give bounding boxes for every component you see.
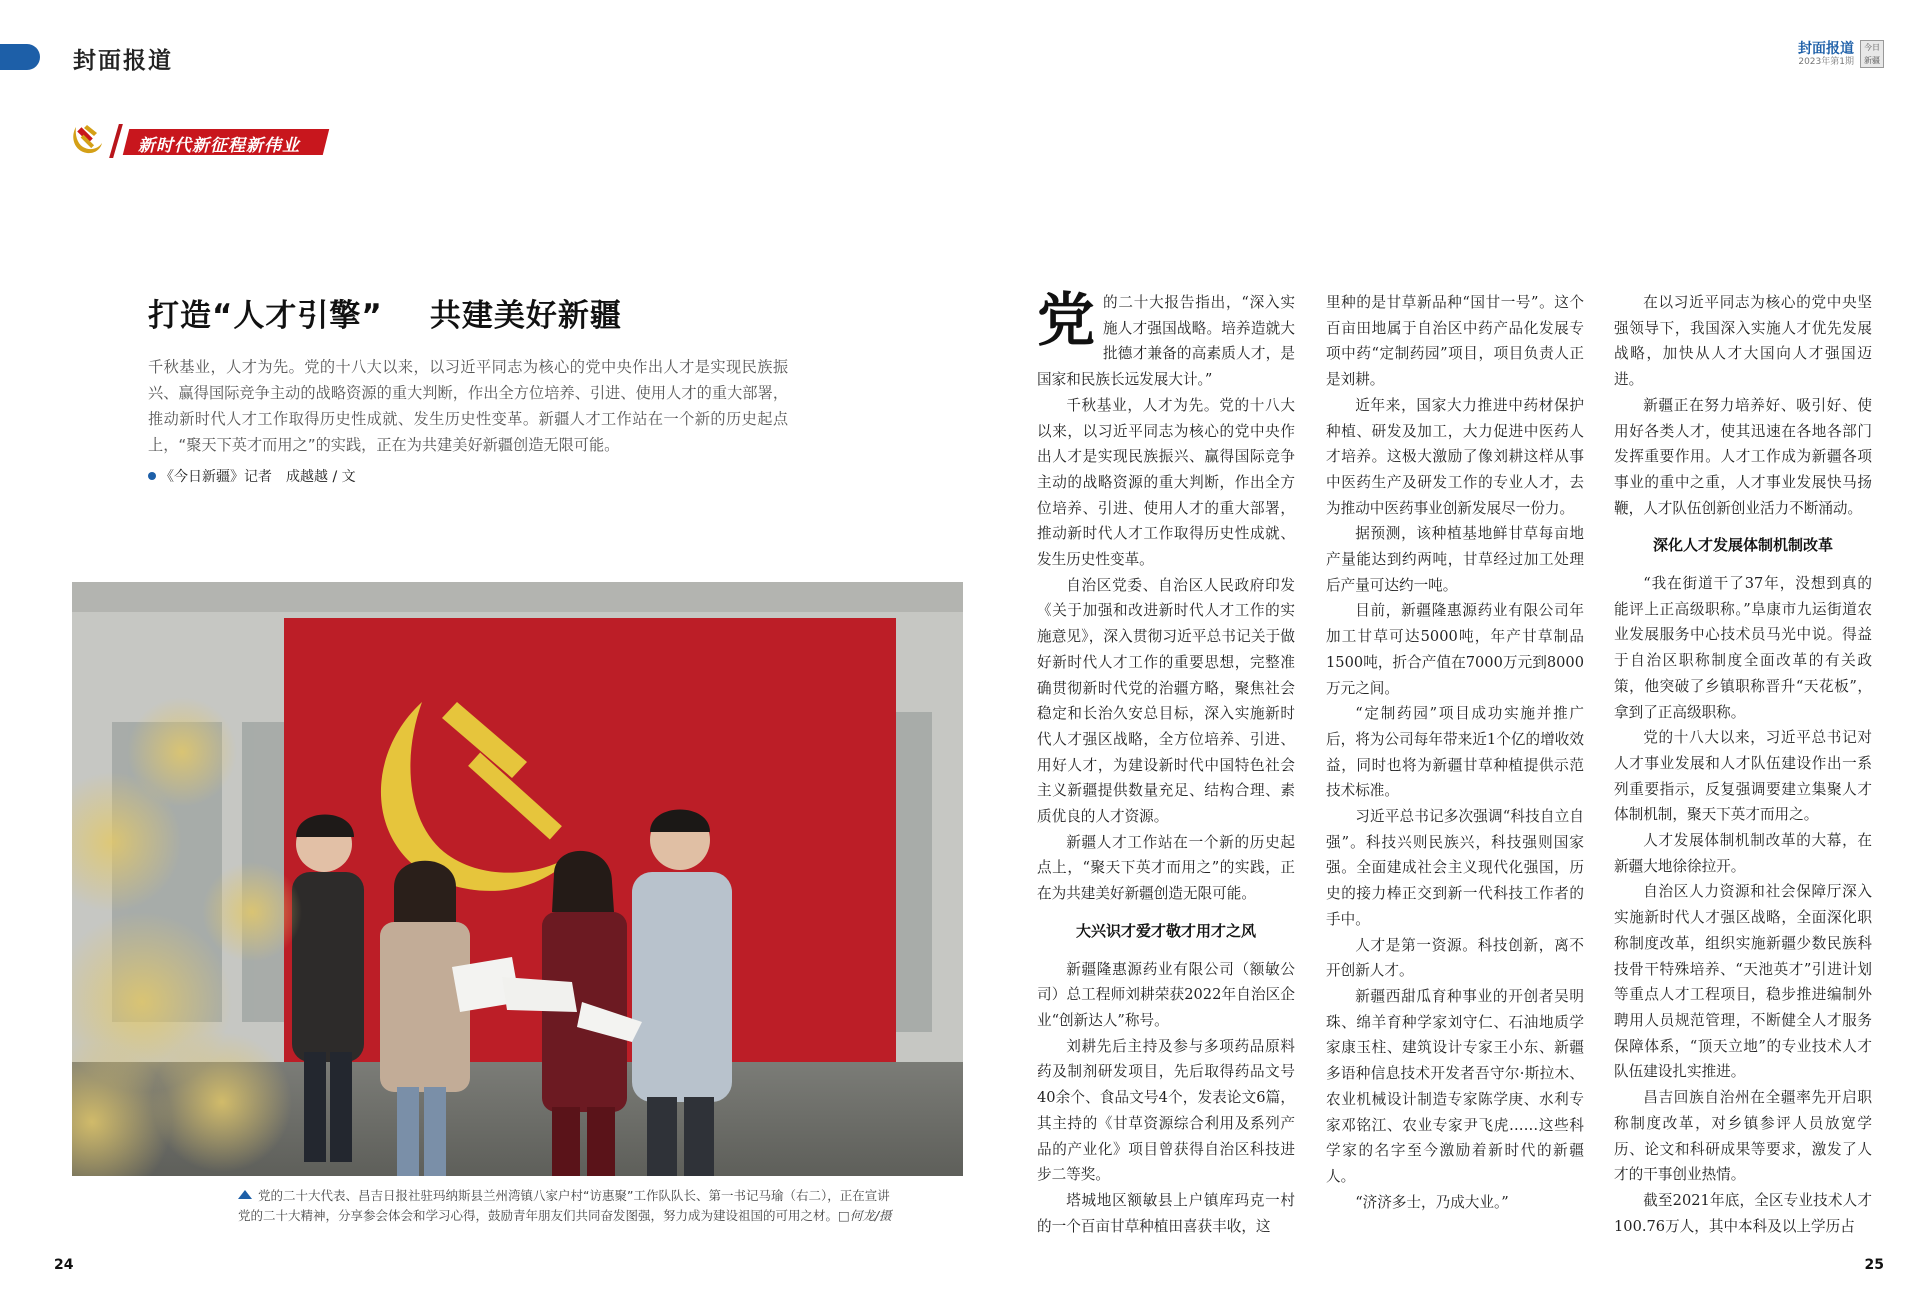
article-photo (72, 582, 963, 1176)
section-tab-marker (0, 44, 40, 70)
magazine-section-label: 封面报道 (1798, 40, 1854, 57)
photo-credit: □何龙/摄 (838, 1208, 892, 1223)
banner-divider (109, 124, 123, 158)
drop-cap: 党 (1037, 286, 1096, 354)
magazine-masthead (1798, 40, 1884, 68)
paragraph: 在以习近平同志为核心的党中央坚强领导下，我国深入实施人才优先发展战略，加快从人才大国向人才强国迈进。 (1614, 294, 1872, 389)
party-emblem-icon (70, 121, 104, 157)
paragraph: 人才发展体制机制改革的大幕，在新疆大地徐徐拉开。 (1614, 832, 1872, 875)
article-intro: 千秋基业，人才为先。党的十八大以来，以习近平同志为核心的党中央作出人才是实现民族振兴、赢得国际竞争主动的战略资源的重大判断，作出全方位培养、引进、使用人才的重大部署，推动新时代人才工作取得历史性成就、发生历史性变革。新疆人才工作站在一个新的历史起点上，“聚天下英才而用之”的实践，正在为共建美好新疆创造无限可能。 (148, 358, 788, 454)
photo-caption (238, 1186, 898, 1226)
paragraph: 近年来，国家大力推进中药材保护种植、研发及加工，大力促进中医药人才培养。这极大激励了像刘耕这样从事中医药生产及研发工作的专业人才，去为推动中医药事业创新发展尽一份力。 (1326, 396, 1584, 517)
text-column-1 (1037, 286, 1295, 1239)
magazine-logo (1860, 40, 1884, 68)
paragraph: 新疆隆惠源药业有限公司（额敏公司）总工程师刘耕荣获2022年自治区企业“创新达人”称号。 (1037, 960, 1295, 1029)
caption-marker-icon (238, 1190, 252, 1199)
logo-line-1: 今日 (1864, 43, 1880, 52)
paragraph: 人才是第一资源。科技创新，离不开创新人才。 (1326, 936, 1584, 980)
paragraph: 自治区人力资源和社会保障厅深入实施新时代人才强区战略，全面深化职称制度改革，组织实施新疆少数民族科技骨干特殊培养、“天池英才”引进计划等重点人才工程项目，稳步推进编制外聘用人员规范管理，不断健全人才服务保障体系，“顶天立地”的专业技术人才队伍建设扎实推进。 (1614, 883, 1872, 1081)
page-number-left: 24 (54, 1257, 74, 1273)
paragraph-text: 的二十大报告指出，“深入实施人才强国战略。培养造就大批德才兼备的高素质人才，是国家和民族长远发展大计。” (1037, 294, 1295, 389)
paragraph: “我在街道干了37年，没想到真的能评上正高级职称。”阜康市九运街道农业发展服务中心技术员马光中说。得益于自治区职称制度全面改革的有关政策，他突破了乡镇职称晋升“天花板”，拿到了正高级职称。 (1614, 575, 1872, 721)
byline (148, 466, 356, 486)
paragraph: 自治区党委、自治区人民政府印发《关于加强和改进新时代人才工作的实施意见》，深入贯彻习近平总书记关于做好新时代人才工作的重要思想，完整准确贯彻新时代党的治疆方略，聚焦社会稳定和长治久安总目标，深入实施新时代人才强区战略，全方位培养、引进、用好人才，为建设新时代中国特色社会主义新疆提供数量充足、结构合理、素质优良的人才资源。 (1037, 576, 1295, 826)
article-title: 打造“人才引擎” 共建美好新疆 (148, 298, 622, 334)
caption-text: 党的二十大代表、昌吉日报社驻玛纳斯县兰州湾镇八家户村“访惠聚”工作队队长、第一书记马瑜（右二），正在宣讲党的二十大精神，分享参会体会和学习心得，鼓励青年朋友们共同奋发图强，努力成为建设祖国的可用之材。 (238, 1188, 890, 1223)
subheading: 深化人才发展体制机制改革 (1652, 536, 1833, 555)
paragraph: 千秋基业，人才为先。党的十八大以来，以习近平同志为核心的党中央作出人才是实现民族振兴、赢得国际竞争主动的战略资源的重大判断，作出全方位培养、引进、使用人才的重大部署，推动新时代人才工作取得历史性成就、发生历史性变革。 (1037, 396, 1295, 569)
paragraph: 刘耕先后主持及参与多项药品原料药及制剂研发项目，先后取得药品文号40余个、食品文号4个，发表论文6篇，其主持的《甘草资源综合利用及系列产品的产业化》项目曾获得自治区科技进步二等奖。 (1037, 1037, 1295, 1184)
paragraph: 新疆正在努力培养好、吸引好、使用好各类人才，使其迅速在各地各部门发挥重要作用。人才工作成为新疆各项事业的重中之重，人才事业发展快马扬鞭，人才队伍创新创业活力不断涌动。 (1614, 396, 1872, 517)
paragraph: 党的十八大以来，习近平总书记对人才事业发展和人才队伍建设作出一系列重要指示，反复强调要建立集聚人才体制机制，聚天下英才而用之。 (1614, 729, 1872, 824)
byline-text: 《今日新疆》记者 成越越 / 文 (160, 469, 356, 485)
paragraph (1037, 286, 1295, 393)
text-column-2 (1326, 290, 1584, 1215)
paragraph: “定制药园”项目成功实施并推广后，将为公司每年带来近1个亿的增收效益，同时也将为新疆甘草种植提供示范技术标准。 (1326, 705, 1584, 800)
banner-label: 新时代新征程新伟业 (138, 136, 300, 156)
text-column-3 (1614, 290, 1872, 1239)
subheading: 大兴识才爱才敬才用才之风 (1075, 921, 1256, 940)
paragraph: 昌吉回族自治州在全疆率先开启职称制度改革，对乡镇参评人员放宽学历、论文和科研成果等要求，激发了人才的干事创业热情。 (1614, 1089, 1872, 1184)
paragraph: 里种的是甘草新品种“国甘一号”。这个百亩田地属于自治区中药产品化发展专项中药“定制药园”项目，项目负责人正是刘耕。 (1326, 294, 1584, 389)
paragraph: 据预测，该种植基地鲜甘草每亩地产量能达到约两吨，甘草经过加工处理后产量可达约一吨。 (1326, 525, 1584, 594)
paragraph: 塔城地区额敏县上户镇库玛克一村的一个百亩甘草种植田喜获丰收，这 (1037, 1191, 1295, 1235)
section-heading: 封面报道 (73, 47, 173, 74)
paragraph: 截至2021年底，全区专业技术人才100.76万人，其中本科及以上学历占 (1614, 1191, 1872, 1235)
paragraph: 目前，新疆隆惠源药业有限公司年加工甘草可达5000吨，年产甘草制品1500吨，折合产值在7000万元到8000万元之间。 (1326, 602, 1584, 697)
issue-label: 2023年第1期 (1798, 56, 1854, 67)
logo-line-2: 新疆 (1864, 56, 1880, 65)
page-number-right: 25 (1864, 1257, 1884, 1273)
byline-dot-icon (148, 472, 156, 480)
paragraph: 新疆人才工作站在一个新的历史起点上，“聚天下英才而用之”的实践，正在为共建美好新疆创造无限可能。 (1037, 833, 1295, 903)
paragraph: 习近平总书记多次强调“科技自立自强”。科技兴则民族兴，科技强则国家强。全面建成社会主义现代化强国，历史的接力棒正交到新一代科技工作者的手中。 (1326, 808, 1584, 928)
paragraph: “济济多士，乃成大业。” (1355, 1193, 1509, 1211)
paragraph: 新疆西甜瓜育种事业的开创者吴明珠、绵羊育种学家刘守仁、石油地质学家康玉柱、建筑设计专家王小东、新疆多语种信息技术开发者吾守尔·斯拉木、农业机械设计制造专家陈学庚、水利专家邓铭江、农业专家尹飞虎……这些科学家的名字至今激励着新时代的新疆人。 (1326, 987, 1584, 1185)
